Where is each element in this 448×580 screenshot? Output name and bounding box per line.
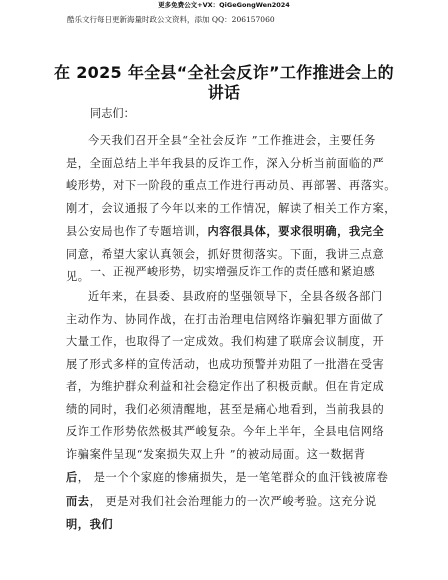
bold-punct: ， <box>266 224 279 238</box>
body-line: 者，为维护群众利益和社会稳定作出了积极贡献。但在肯定成 <box>66 380 385 393</box>
source-note: 酷乐文行每日更新海量时政公文资料，添加 QQ：206157060 <box>67 15 275 24</box>
document-title <box>50 63 398 103</box>
body-line: 主动作为、协同作战，在打击治理电信网络诈骗犯罪方面做了 <box>66 312 385 326</box>
body-line: 诈骗案件呈现“发案损失双上升 ”的被动局面。这一数据背 <box>66 447 366 461</box>
body-text: ， 是一个个家庭的惨痛损失，是一笔笔群众的血汗钱被席卷 <box>77 471 389 484</box>
bold-phrase: 我们 <box>89 517 114 531</box>
section-paragraph <box>66 286 389 537</box>
intro-text: 县公安局也作了专题培训， <box>66 225 208 238</box>
body-line: 大量工作，也取得了一定成效。我们构建了联席会议制度，开 <box>66 335 385 348</box>
intro-line: 是，全面总结上半年我县的反诈工作，深入分析当前面临的严 <box>66 156 385 170</box>
body-line <box>66 513 386 537</box>
bold-phrase: 要求很明确 <box>278 224 338 238</box>
intro-line: 今天我们召开全县“全社会反诈 ”工作推进会，主要任务 <box>88 134 376 147</box>
bold-punct: ， <box>337 224 349 238</box>
body-text: ， 更是对我们社会治理能力的一次严峻考验。这充分说 <box>89 494 377 508</box>
body-line <box>66 490 386 514</box>
bold-phrase: 内容很具体 <box>207 224 267 238</box>
body-line: 展了形式多样的宣传活动，也成功预警并劝阻了一批潜在受害 <box>66 357 385 371</box>
bold-phrase: 后 <box>66 470 78 484</box>
bold-phrase: 而去 <box>66 493 90 508</box>
body-line <box>66 466 389 490</box>
bold-phrase: 明 <box>66 517 78 531</box>
intro-line <box>66 220 386 244</box>
body-line: 绩的同时，我们必须清醒地，甚至是痛心地看到，当前我县的 <box>66 402 385 416</box>
intro-line: 见。 <box>66 270 90 283</box>
title-line-2: 讲话 <box>207 83 241 102</box>
header-banner: 更多免费公文+VX：QiGeGongWen2024 <box>158 1 290 9</box>
bold-punct: ， <box>77 517 90 531</box>
intro-line: 同意，希望大家认真领会，抓好贯彻落实。下面，我讲三点意 <box>66 247 385 261</box>
body-line: 近年来，在县委、县政府的坚强领导下，全县各级各部门 <box>88 290 383 303</box>
intro-line: 刚才，会议通报了今年以来的工作情况，解读了相关工作方案， <box>66 201 397 215</box>
intro-line: 峻形势，对下一阶段的重点工作进行再动员、再部署、再落实。 <box>66 179 397 192</box>
salutation: 同志们： <box>90 107 135 120</box>
section-heading: 一、正视严峻形势，切实增强反诈工作的责任感和紧迫感 <box>90 265 375 278</box>
title-line-1: 在 2025 年全县“全社会反诈”工作推进会上的 <box>54 63 394 82</box>
body-line: 反诈工作形势依然极其严峻复杂。今年上半年，全县电信网络 <box>66 425 385 438</box>
bold-phrase: 我完全 <box>348 224 385 238</box>
